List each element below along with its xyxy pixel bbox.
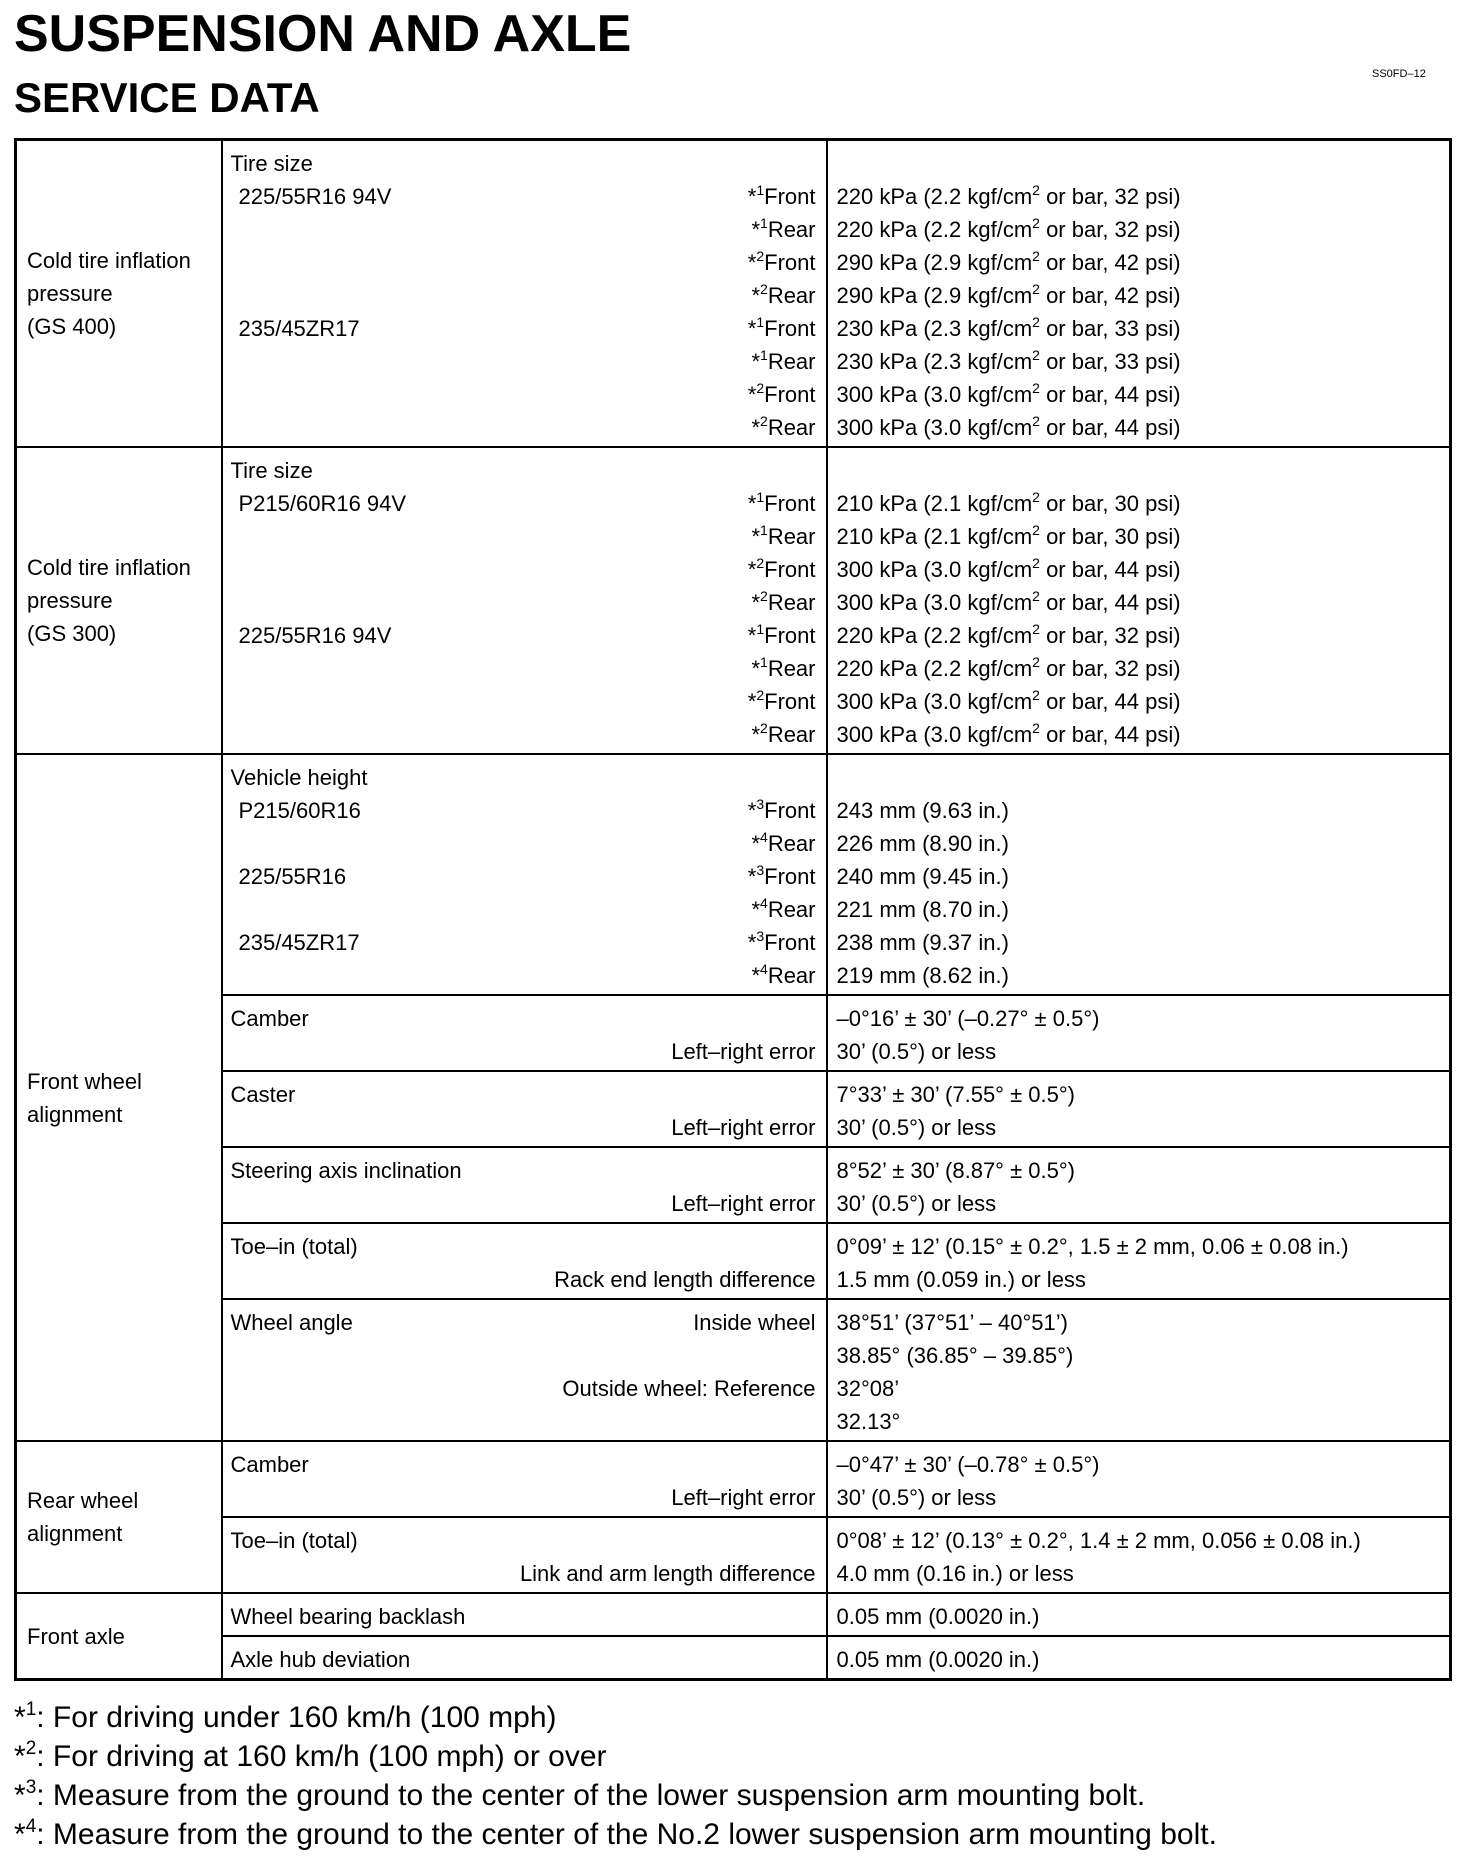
spec-value [828,213,1450,246]
value-text: 0.05 mm (0.0020 in.) [836,1604,1040,1629]
value-tail: or bar, 42 psi) [1039,250,1181,275]
condition-label: Rear [767,722,816,747]
item-condition: *$^2$Rear [751,281,816,308]
value-text: 300 kPa (3.0 kgf/cm [836,722,1033,747]
item-heading: Tire size [230,458,313,483]
value-text: 1.5 mm (0.059 in.) or less [836,1267,1086,1292]
condition-label: Rack end length difference [554,1267,816,1292]
value-cell [827,1071,1451,1147]
value-tail: or bar, 44 psi) [1039,415,1181,440]
tire-size: 235/45ZR17 [238,930,360,955]
item-heading: Axle hub deviation [230,1647,411,1672]
spec-row [16,447,1451,754]
spec-value [828,959,1450,992]
condition-label: Outside wheel: Reference [562,1376,816,1401]
unit-exponent: 2 [1032,687,1040,703]
unit-exponent: 2 [1032,522,1040,538]
value-text: 300 kPa (3.0 kgf/cm [836,689,1033,714]
item-condition: *$^1$Rear [751,347,816,374]
note-ref: 1 [760,522,768,538]
value-text: 290 kPa (2.9 kgf/cm [836,283,1033,308]
unit-exponent: 2 [1032,314,1040,330]
value-text: 7°33’ ± 30’ (7.55° ± 0.5°) [836,1082,1075,1107]
value-text: 220 kPa (2.2 kgf/cm [836,217,1033,242]
unit-exponent: 2 [1032,654,1040,670]
spec-row [16,1517,1451,1593]
item-condition: *$^2$Front [747,687,816,714]
value-tail: or bar, 30 psi) [1039,524,1181,549]
item-heading: Steering axis inclination [230,1158,462,1183]
condition-label: Rear [767,283,816,308]
spec-row [16,1593,1451,1636]
spec-value [828,1002,1450,1035]
spec-value [828,1448,1450,1481]
spec-value [828,1600,1450,1633]
footnote-text: : For driving at 160 km/h (100 mph) or over [36,1740,607,1773]
category-line: Cold tire inflation [27,555,191,580]
value-text: –0°47’ ± 30’ (–0.78° ± 0.5°) [836,1452,1100,1477]
value-text: 4.0 mm (0.16 in.) or less [836,1561,1074,1586]
item-condition: *$^2$Rear [751,720,816,747]
value-text: 219 mm (8.62 in.) [836,963,1009,988]
tire-size: P215/60R16 [238,798,361,823]
spec-value [828,1306,1450,1339]
spec-value [828,1187,1450,1220]
value-tail: or bar, 33 psi) [1039,316,1181,341]
value-text: 300 kPa (3.0 kgf/cm [836,590,1033,615]
note-ref: 1 [756,489,765,505]
note-ref: 2 [756,380,765,396]
spec-row [16,1223,1451,1299]
item-cell [222,1299,827,1441]
category-cell [16,1593,222,1680]
value-text: 221 mm (8.70 in.) [836,897,1009,922]
spec-value [828,279,1450,312]
category-cell [16,140,222,448]
unit-exponent: 2 [1032,380,1040,396]
condition-label: Left–right error [671,1485,816,1510]
category-line: pressure [27,281,113,306]
condition-label: Front [764,689,816,714]
tire-size: 225/55R16 [238,864,347,889]
value-text: 226 mm (8.90 in.) [836,831,1009,856]
item-condition: *$^1$Front [747,489,816,516]
footnote-mark: 4 [25,1816,37,1837]
item-cell [222,1071,827,1147]
value-cell [827,140,1451,448]
spec-value [828,860,1450,893]
value-tail: or bar, 30 psi) [1039,491,1181,516]
note-ref: 2 [760,413,768,429]
spec-value [828,718,1450,751]
item-cell [222,754,827,995]
value-cell [827,754,1451,995]
spec-value [828,1339,1450,1372]
value-cell [827,1636,1451,1680]
category-cell [16,754,222,1441]
condition-label: Front [764,250,816,275]
condition-label: Rear [767,656,816,681]
category-line: Front axle [27,1623,125,1649]
item-condition [693,1306,815,1339]
spec-value [828,893,1450,926]
item-condition: *$^1$Front [747,621,816,648]
spec-value [828,312,1450,345]
value-text: 30’ (0.5°) or less [836,1191,997,1216]
item-heading: Camber [230,1452,309,1477]
item-condition: *$^4$Rear [751,961,816,988]
note-ref: 1 [756,182,765,198]
note-ref: 3 [756,862,765,878]
item-condition: *$^4$Rear [751,895,816,922]
spec-row [16,140,1451,448]
footnotes [14,1698,1217,1854]
spec-value [828,1263,1450,1296]
item-condition: *$^3$Front [747,862,816,889]
item-condition [671,1187,815,1220]
item-cell [222,1593,827,1636]
footnote: *$^1$: For driving under 160 km/h (100 mph) [14,1699,557,1734]
spec-value [828,1035,1450,1068]
value-text: 220 kPa (2.2 kgf/cm [836,184,1033,209]
value-text: –0°16’ ± 30’ (–0.27° ± 0.5°) [836,1006,1100,1031]
unit-exponent: 2 [1032,588,1040,604]
note-ref: 2 [756,555,765,571]
spec-value [828,761,1450,794]
value-text: 30’ (0.5°) or less [836,1039,997,1064]
item-heading: Toe–in (total) [230,1234,358,1259]
spec-row [16,1441,1451,1517]
value-cell [827,1593,1451,1636]
note-ref: 1 [760,347,768,363]
spec-value [828,586,1450,619]
unit-exponent: 2 [1032,182,1040,198]
condition-label: Rear [767,590,816,615]
note-ref: 2 [760,281,768,297]
item-condition [554,1263,815,1296]
category-line: pressure [27,588,113,613]
value-cell [827,447,1451,754]
spec-value [828,652,1450,685]
page-title: SUSPENSION AND AXLE [14,5,632,63]
value-text: 210 kPa (2.1 kgf/cm [836,524,1033,549]
value-tail: or bar, 32 psi) [1039,184,1181,209]
condition-label: Front [764,930,816,955]
spec-value [828,147,1450,180]
item-condition [671,1111,815,1144]
condition-label: Left–right error [671,1115,816,1140]
condition-label: Front [764,864,816,889]
condition-label: Front [764,184,816,209]
value-tail: or bar, 44 psi) [1039,590,1181,615]
value-tail: or bar, 44 psi) [1039,689,1181,714]
value-cell [827,1223,1451,1299]
item-condition [520,1557,816,1590]
footnote-text: : Measure from the ground to the center of the No.2 lower suspension arm mounting bolt. [36,1818,1217,1851]
spec-row [16,995,1451,1071]
unit-exponent: 2 [1032,720,1040,736]
note-ref: 4 [760,961,768,977]
value-tail: or bar, 44 psi) [1039,557,1181,582]
item-heading: Wheel angle [230,1310,353,1335]
note-ref: 4 [760,895,768,911]
item-condition: *$^2$Rear [751,413,816,440]
spec-value [828,827,1450,860]
item-condition: *$^1$Front [747,182,816,209]
page-code: SS0FD–12 [1372,68,1426,80]
unit-exponent: 2 [1032,413,1040,429]
item-cell [222,1441,827,1517]
item-condition [671,1481,815,1514]
item-condition: *$^1$Rear [751,654,816,681]
item-cell [222,1517,827,1593]
value-cell [827,1147,1451,1223]
item-cell [222,1636,827,1680]
category-line: alignment [27,1101,123,1127]
spec-value [828,1372,1450,1405]
value-text: 38°51’ (37°51’ – 40°51’) [836,1310,1068,1335]
spec-value [828,411,1450,444]
unit-exponent: 2 [1032,281,1040,297]
condition-label: Front [764,623,816,648]
spec-value [828,553,1450,586]
tire-size: 225/55R16 94V [238,623,392,648]
condition-label: Front [764,382,816,407]
spec-row [16,1636,1451,1680]
unit-exponent: 2 [1032,248,1040,264]
value-text: 230 kPa (2.3 kgf/cm [836,349,1033,374]
value-text: 290 kPa (2.9 kgf/cm [836,250,1033,275]
item-condition: *$^1$Front [747,314,816,341]
value-tail: or bar, 32 psi) [1039,656,1181,681]
spec-value [828,1078,1450,1111]
value-text: 30’ (0.5°) or less [836,1115,997,1140]
spec-value [828,619,1450,652]
value-text: 0°09’ ± 12’ (0.15° ± 0.2°, 1.5 ± 2 mm, 0.06 ± 0.08 in.) [836,1234,1349,1259]
tire-size: 225/55R16 94V [238,184,392,209]
category-line: Rear wheel [27,1488,139,1513]
unit-exponent: 2 [1032,555,1040,571]
value-text: 32.13° [836,1409,901,1434]
value-text: 300 kPa (3.0 kgf/cm [836,415,1033,440]
item-condition: *$^2$Front [747,380,816,407]
condition-label: Rear [767,217,816,242]
condition-label: Front [764,491,816,516]
spec-value [828,246,1450,279]
item-heading: Vehicle height [230,765,368,790]
value-text: 238 mm (9.37 in.) [836,930,1009,955]
note-ref: 2 [760,588,768,604]
spec-row [16,1299,1451,1441]
condition-label: Rear [767,831,816,856]
unit-exponent: 2 [1032,489,1040,505]
footnote: *$^4$: Measure from the ground to the center of the No.2 lower suspension arm mounting bolt. [14,1816,1217,1851]
footnote-mark: 2 [25,1738,37,1759]
condition-label: Rear [767,415,816,440]
condition-label: Left–right error [671,1039,816,1064]
spec-value [828,685,1450,718]
value-tail: or bar, 32 psi) [1039,217,1181,242]
spec-value [828,1405,1450,1438]
item-cell [222,1223,827,1299]
item-condition [671,1035,815,1068]
spec-value [828,1557,1450,1590]
service-data-table [14,138,1452,1681]
note-ref: 2 [756,687,765,703]
footnote-text: : For driving under 160 km/h (100 mph) [36,1701,557,1734]
item-condition: *$^2$Front [747,248,816,275]
condition-label: Front [764,557,816,582]
spec-value [828,1230,1450,1263]
footnote: *$^3$: Measure from the ground to the center of the lower suspension arm mounting bolt. [14,1777,1146,1812]
note-ref: 4 [760,829,768,845]
category-line: Front wheel [27,1068,142,1094]
spec-value [828,454,1450,487]
value-tail: or bar, 44 psi) [1039,382,1181,407]
value-text: 230 kPa (2.3 kgf/cm [836,316,1033,341]
spec-row [16,754,1451,995]
spec-value [828,345,1450,378]
tire-size: P215/60R16 94V [238,491,407,516]
value-text: 240 mm (9.45 in.) [836,864,1009,889]
footnote-text: : Measure from the ground to the center of the lower suspension arm mounting bolt. [36,1779,1146,1812]
condition-label: Link and arm length difference [519,1561,816,1586]
spec-value [828,926,1450,959]
condition-label: Rear [767,963,816,988]
note-ref: 3 [756,928,765,944]
value-text: 0.05 mm (0.0020 in.) [836,1647,1040,1672]
spec-row [16,1071,1451,1147]
note-ref: 1 [760,654,768,670]
item-condition: *$^1$Rear [751,522,816,549]
spec-value [828,520,1450,553]
item-condition: *$^1$Rear [751,215,816,242]
category-line: (GS 400) [27,314,117,339]
category-line: Cold tire inflation [27,248,191,273]
value-cell [827,995,1451,1071]
item-heading: Tire size [230,151,313,176]
spec-value [828,794,1450,827]
value-cell [827,1299,1451,1441]
spec-value [828,1524,1450,1557]
unit-exponent: 2 [1032,347,1040,363]
spec-value [828,378,1450,411]
spec-row [16,1147,1451,1223]
item-heading: Camber [230,1006,309,1031]
category-cell [16,447,222,754]
value-text: 243 mm (9.63 in.) [836,798,1009,823]
value-tail: or bar, 33 psi) [1039,349,1181,374]
category-line: (GS 300) [27,621,117,646]
value-tail: or bar, 42 psi) [1039,283,1181,308]
item-cell [222,1147,827,1223]
item-cell [222,447,827,754]
condition-label: Rear [767,349,816,374]
item-heading: Wheel bearing backlash [230,1604,466,1629]
category-cell [16,1441,222,1593]
footnote-mark: 3 [25,1777,37,1798]
value-text: 300 kPa (3.0 kgf/cm [836,382,1033,407]
item-heading: Toe–in (total) [230,1528,358,1553]
value-text: 38.85° (36.85° – 39.85°) [836,1343,1074,1368]
note-ref: 3 [756,796,765,812]
note-ref: 1 [756,621,765,637]
value-text: 32°08’ [836,1376,900,1401]
item-heading: Caster [230,1082,296,1107]
item-condition: *$^3$Front [747,796,816,823]
condition-label: Left–right error [671,1191,816,1216]
condition-label: Rear [767,897,816,922]
condition-label: Inside wheel [693,1310,816,1335]
value-text: 220 kPa (2.2 kgf/cm [836,623,1033,648]
item-condition: *$^2$Rear [751,588,816,615]
value-cell [827,1441,1451,1517]
spec-value [828,1481,1450,1514]
spec-value [828,1111,1450,1144]
value-text: 220 kPa (2.2 kgf/cm [836,656,1033,681]
section-title: SERVICE DATA [14,74,320,121]
item-cell [222,140,827,448]
item-condition: *$^4$Rear [751,829,816,856]
spec-value [828,487,1450,520]
unit-exponent: 2 [1032,621,1040,637]
value-cell [827,1517,1451,1593]
note-ref: 1 [756,314,765,330]
value-text: 8°52’ ± 30’ (8.87° ± 0.5°) [836,1158,1075,1183]
condition-label: Front [764,316,816,341]
value-text: 210 kPa (2.1 kgf/cm [836,491,1033,516]
unit-exponent: 2 [1032,215,1040,231]
tire-size: 235/45ZR17 [238,316,360,341]
item-condition: *$^2$Front [747,555,816,582]
note-ref: 1 [760,215,768,231]
spec-value [828,1154,1450,1187]
condition-label: Front [764,798,816,823]
value-text: 0°08’ ± 12’ (0.13° ± 0.2°, 1.4 ± 2 mm, 0.056 ± 0.08 in.) [836,1528,1361,1553]
category-line: alignment [27,1521,123,1546]
value-text: 300 kPa (3.0 kgf/cm [836,557,1033,582]
value-text: 30’ (0.5°) or less [836,1485,997,1510]
value-tail: or bar, 44 psi) [1039,722,1181,747]
footnote-mark: 1 [25,1699,37,1720]
item-cell [222,995,827,1071]
spec-value [828,1643,1450,1676]
note-ref: 2 [756,248,765,264]
value-tail: or bar, 32 psi) [1039,623,1181,648]
spec-value [828,180,1450,213]
item-condition [562,1372,815,1405]
item-condition: *$^3$Front [747,928,816,955]
condition-label: Rear [767,524,816,549]
footnote: *$^2$: For driving at 160 km/h (100 mph) or over [14,1738,607,1773]
note-ref: 2 [760,720,768,736]
